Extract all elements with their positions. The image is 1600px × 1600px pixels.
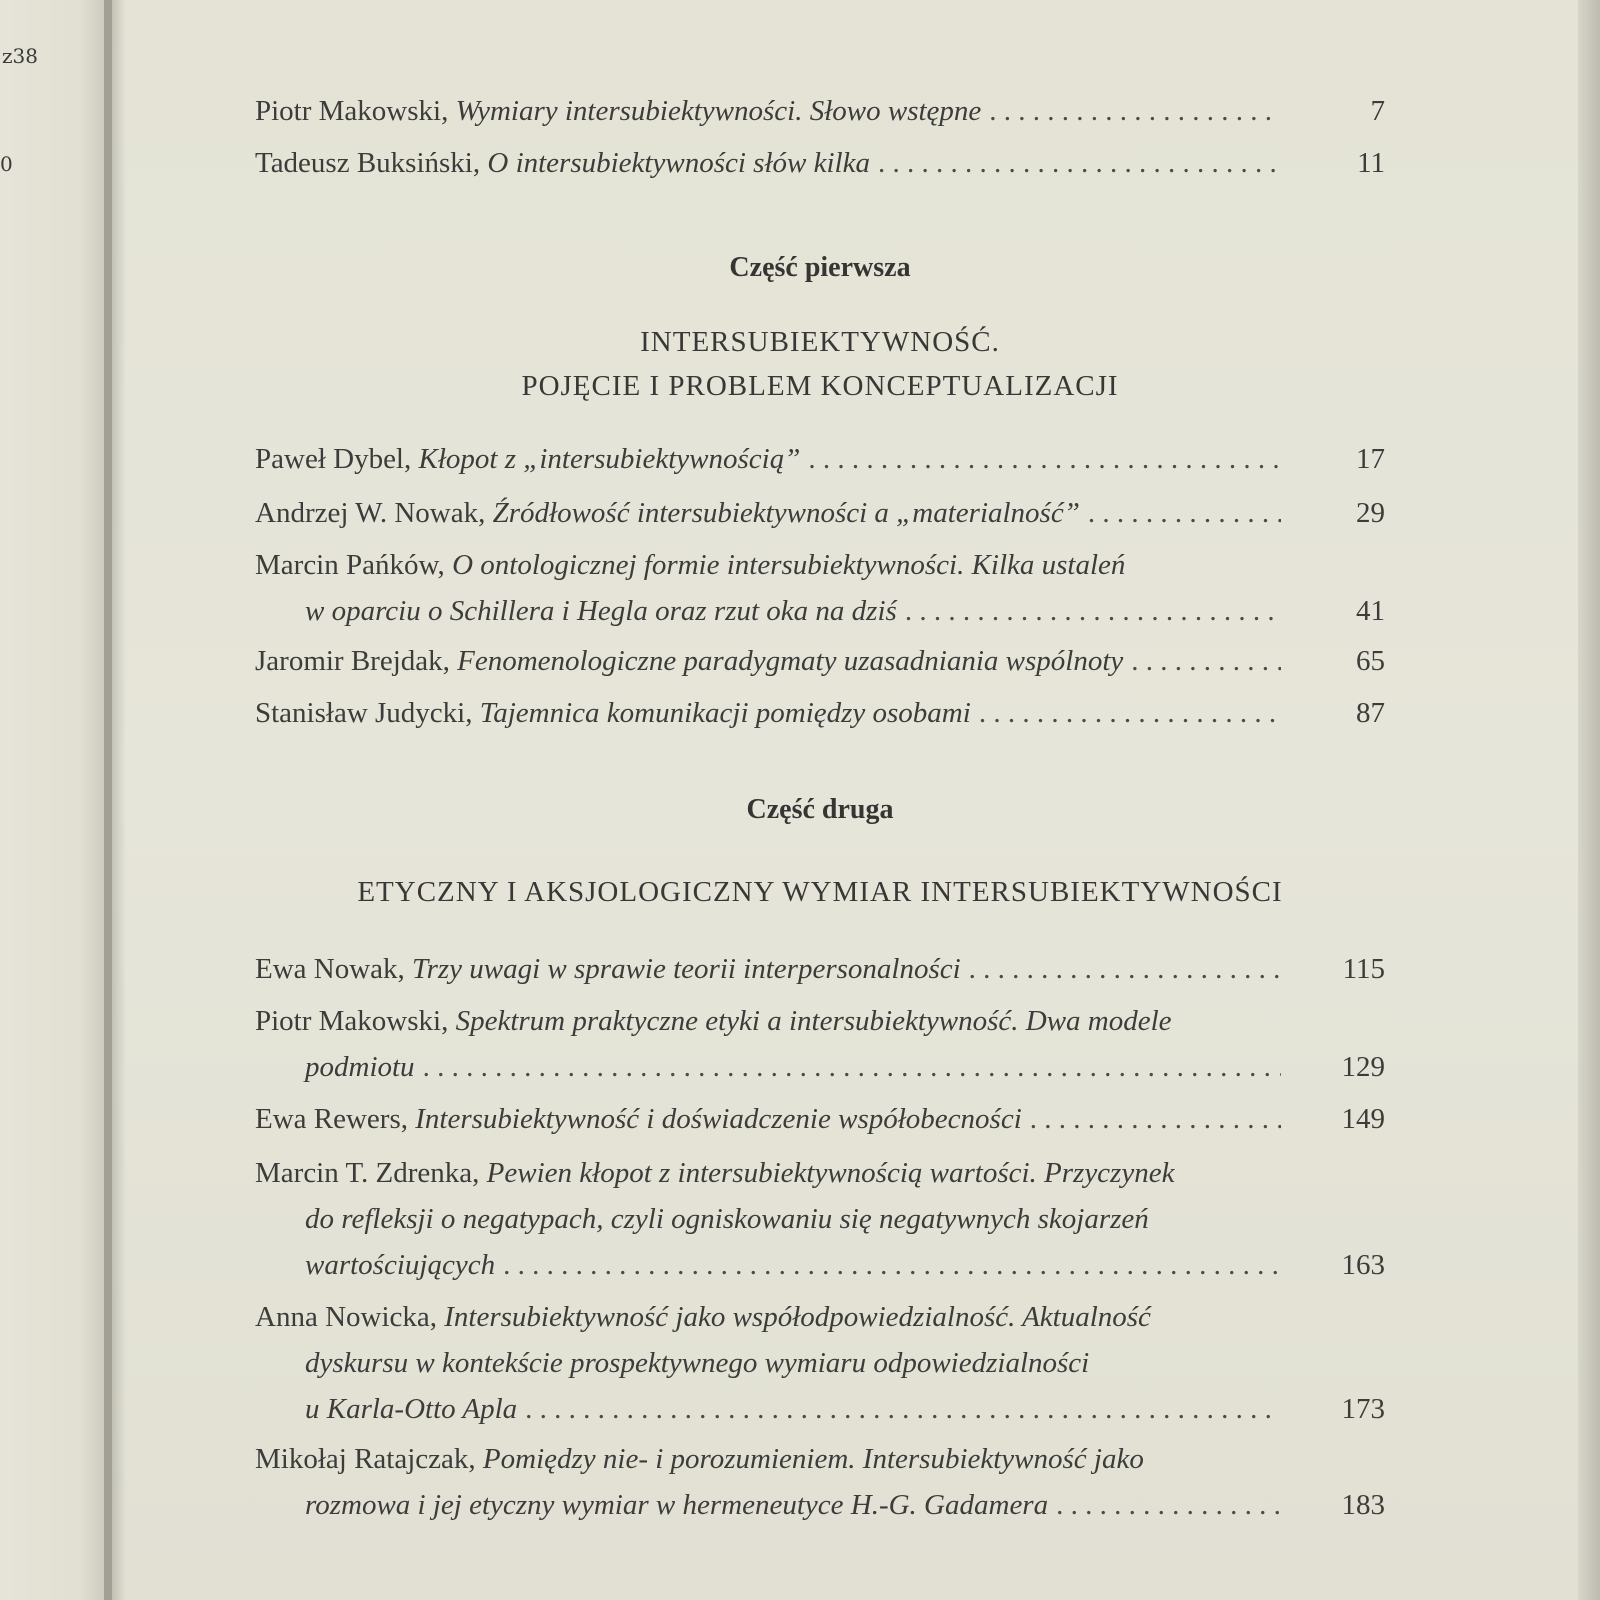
toc-entry [255, 946, 1385, 992]
toc-entry-line [255, 1386, 1385, 1432]
toc-entry [255, 1096, 1385, 1142]
entry-author: Marcin Pańków, [255, 549, 445, 581]
entry-title: Wymiary intersubiektywności. Słowo wstępne [455, 95, 982, 127]
toc-entry [255, 1294, 1385, 1432]
entry-author: Piotr Makowski, [255, 95, 449, 127]
toc-entry-line [255, 1482, 1385, 1528]
leader-dots [423, 1044, 1281, 1090]
entry-title: Intersubiektywność i doświadczenie współobecności [415, 1103, 1022, 1135]
leader-dots [878, 140, 1281, 186]
toc-entry [255, 690, 1385, 736]
entry-title: Pewien kłopot z intersubiektywnością wartości. Przyczynek [486, 1157, 1175, 1189]
entry-title: O intersubiektywności słów kilka [487, 147, 870, 179]
part-one-title-line: INTERSUBIEKTYWNOŚĆ. [640, 326, 1000, 358]
leader-dots [1056, 1482, 1281, 1528]
entry-page-number: 87 [1356, 697, 1385, 729]
leader-dots [1131, 638, 1281, 684]
entry-title: Spektrum praktyczne etyki a intersubiektywność. Dwa modele [455, 1005, 1172, 1037]
leader-dots [979, 690, 1281, 736]
entry-page-number: 11 [1357, 147, 1385, 179]
toc-entry-line [255, 436, 1385, 482]
part-two-title [255, 870, 1385, 914]
entry-page-number: 163 [1341, 1249, 1385, 1281]
toc-entry-line [255, 1150, 1385, 1196]
entry-page-number: 17 [1356, 443, 1385, 475]
toc-entry-line [255, 1196, 1385, 1242]
entry-title-continuation: u Karla-Otto Apla [305, 1393, 518, 1425]
entry-title: Kłopot z „intersubiektywnością” [418, 443, 801, 475]
entry-title: Fenomenologiczne paradygmaty uzasadniania wspólnoty [457, 645, 1124, 677]
entry-page-number: 183 [1341, 1489, 1385, 1521]
entry-page-number: 41 [1356, 595, 1385, 627]
entry-page-number: 173 [1341, 1393, 1385, 1425]
entry-title-continuation: wartościujących [305, 1249, 496, 1281]
entry-page-number: 129 [1341, 1051, 1385, 1083]
leader-dots [525, 1386, 1281, 1432]
entry-title: Trzy uwagi w sprawie teorii interpersonalności [412, 953, 961, 985]
entry-title-continuation: do refleksji o negatypach, czyli ogniskowaniu się negatywnych skojarzeń [305, 1203, 1149, 1235]
toc-entry-line [255, 1242, 1385, 1288]
toc-entry-line [255, 542, 1385, 588]
entry-author: Marcin T. Zdrenka, [255, 1157, 480, 1189]
toc-entry-line [255, 638, 1385, 684]
entry-title-continuation: rozmowa i jej etyczny wymiar w hermeneutyce H.-G. Gadamera [305, 1489, 1049, 1521]
entry-page-number: 29 [1356, 497, 1385, 529]
part-one-title [255, 320, 1385, 408]
entry-page-number: 115 [1342, 953, 1385, 985]
left-page-fragment-bottom: 0 [0, 152, 13, 176]
page-edge [1578, 0, 1600, 1600]
left-page [0, 0, 112, 1600]
leader-dots [1088, 490, 1281, 536]
leader-dots [808, 436, 1281, 482]
entry-author: Piotr Makowski, [255, 1005, 449, 1037]
toc-entry [255, 1436, 1385, 1528]
toc-entry-line [255, 1436, 1385, 1482]
entry-author: Jaromir Brejdak, [255, 645, 450, 677]
entry-title: Źródłowość intersubiektywności a „materialność” [492, 497, 1080, 529]
left-page-fragment-top: z38 [2, 44, 38, 68]
entry-title: Intersubiektywność jako współodpowiedzialność. Aktualność [444, 1301, 1151, 1333]
toc-entry-line [255, 1340, 1385, 1386]
entry-author: Paweł Dybel, [255, 443, 412, 475]
toc-entry-line [255, 140, 1385, 186]
entry-title: Pomiędzy nie- i porozumieniem. Intersubiektywność jako [482, 1443, 1144, 1475]
toc-entry-line [255, 1096, 1385, 1142]
toc-entry [255, 436, 1385, 482]
leader-dots [989, 88, 1281, 134]
entry-page-number: 65 [1356, 645, 1385, 677]
toc-entry [255, 542, 1385, 634]
toc-entry-line [255, 88, 1385, 134]
entry-title-continuation: w oparciu o Schillera i Hegla oraz rzut oka na dziś [305, 595, 897, 627]
toc-entry [255, 88, 1385, 134]
part-one-label: Część pierwsza [729, 252, 911, 283]
toc-entry-line [255, 998, 1385, 1044]
toc-entry-line [255, 690, 1385, 736]
leader-dots [1030, 1096, 1281, 1142]
toc-entry [255, 1150, 1385, 1288]
toc-entry [255, 638, 1385, 684]
leader-dots [905, 588, 1281, 634]
entry-title-continuation: dyskursu w kontekście prospektywnego wymiaru odpowiedzialności [305, 1347, 1090, 1379]
toc-entry [255, 490, 1385, 536]
entry-author: Ewa Nowak, [255, 953, 405, 985]
entry-author: Stanisław Judycki, [255, 697, 473, 729]
leader-dots [503, 1242, 1281, 1288]
toc-entry-line [255, 946, 1385, 992]
entry-page-number: 149 [1341, 1103, 1385, 1135]
part-one-title-line: POJĘCIE I PROBLEM KONCEPTUALIZACJI [521, 370, 1119, 402]
toc-entry-line [255, 1044, 1385, 1090]
entry-page-number: 7 [1370, 95, 1385, 127]
toc-entry-line [255, 588, 1385, 634]
part-two-title-line: ETYCZNY I AKSJOLOGICZNY WYMIAR INTERSUBIEKTYWNOŚCI [357, 876, 1283, 908]
entry-title: Tajemnica komunikacji pomiędzy osobami [479, 697, 971, 729]
toc-entry-line [255, 490, 1385, 536]
entry-author: Andrzej W. Nowak, [255, 497, 486, 529]
leader-dots [969, 946, 1281, 992]
entry-author: Tadeusz Buksiński, [255, 147, 481, 179]
toc-entry [255, 998, 1385, 1090]
part-two-label: Część druga [746, 794, 894, 825]
entry-title-continuation: podmiotu [305, 1051, 415, 1083]
entry-author: Mikołaj Ratajczak, [255, 1443, 476, 1475]
toc-entry [255, 140, 1385, 186]
entry-author: Anna Nowicka, [255, 1301, 438, 1333]
toc-entry-line [255, 1294, 1385, 1340]
entry-title: O ontologicznej formie intersubiektywności. Kilka ustaleń [452, 549, 1126, 581]
entry-author: Ewa Rewers, [255, 1103, 409, 1135]
gutter-shadow [104, 0, 126, 1600]
